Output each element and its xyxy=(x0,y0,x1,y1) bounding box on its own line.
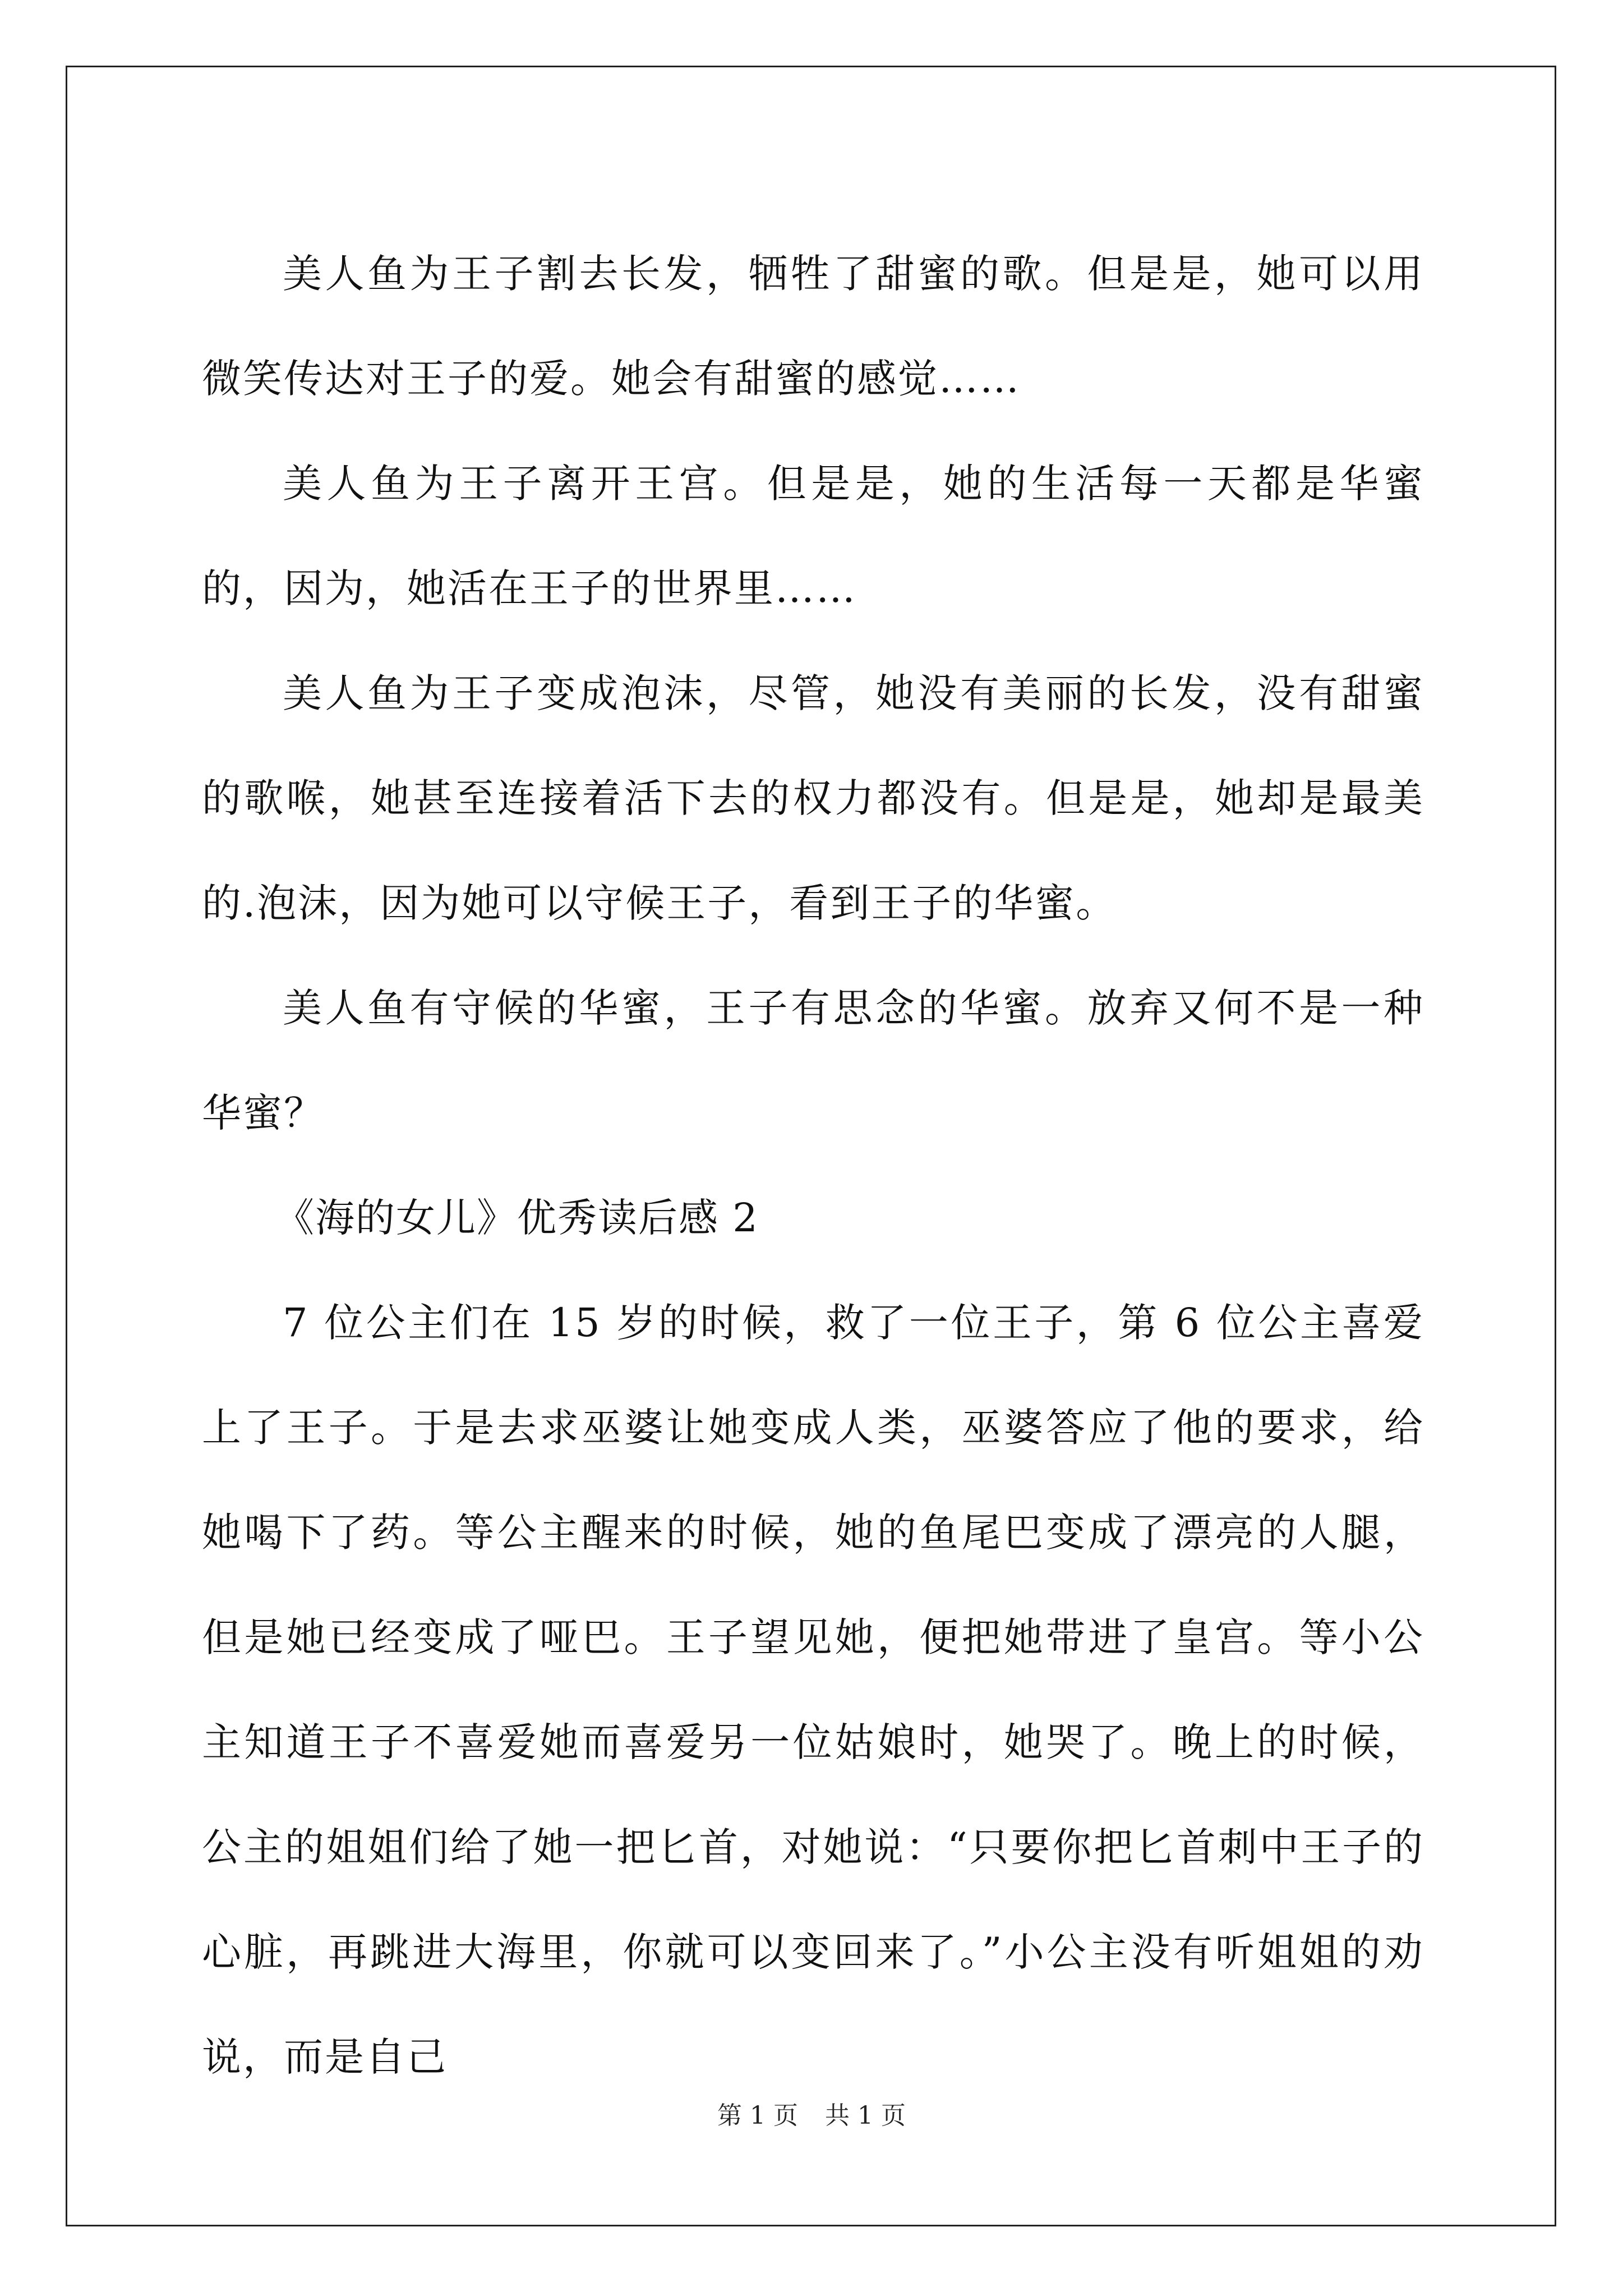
document-body xyxy=(202,222,1424,2110)
paragraph: 美人鱼有守候的华蜜，王子有思念的华蜜。放弃又何不是一种华蜜？ xyxy=(202,985,1424,1136)
paragraph: 美人鱼为王子变成泡沫，尽管，她没有美丽的长发，没有甜蜜的歌喉，她甚至连接着活下去的权力都没有。但是是，她却是最美的.泡沫，因为她可以守候王子，看到王子的华蜜。 xyxy=(202,670,1424,926)
page-footer xyxy=(0,2095,1623,2131)
paragraph: 7 位公主们在 15 岁的时候，救了一位王子，第 6 位公主喜爱上了王子。于是去求巫婆让她变成人类，巫婆答应了他的要求，给她喝下了药。等公主醒来的时候，她的鱼尾巴变成了漂亮的人腿，但是她已经变成了哑巴。王子望见她，便把她带进了皇宫。等小公主知道王子不喜爱她而喜爱另一位姑娘时，她哭了。晚上的时候，公主的姐姐们给了她一把匕首，对她说：“只要你把匕首刺中王子的心脏，再跳进大海里，你就可以变回来了。”小公主没有听姐姐的劝说，而是自己 xyxy=(202,1300,1424,2080)
page-total: 共 1 页 xyxy=(825,2101,906,2130)
paragraph: 美人鱼为王子离开王宫。但是是，她的生活每一天都是华蜜的，因为，她活在王子的世界里…… xyxy=(202,461,1424,611)
section-title: 《海的女儿》优秀读后感 2 xyxy=(275,1195,759,1241)
paragraph: 美人鱼为王子割去长发，牺牲了甜蜜的歌。但是是，她可以用微笑传达对王子的爱。她会有甜蜜的感觉…… xyxy=(202,251,1424,402)
page-number: 第 1 页 xyxy=(717,2101,798,2130)
